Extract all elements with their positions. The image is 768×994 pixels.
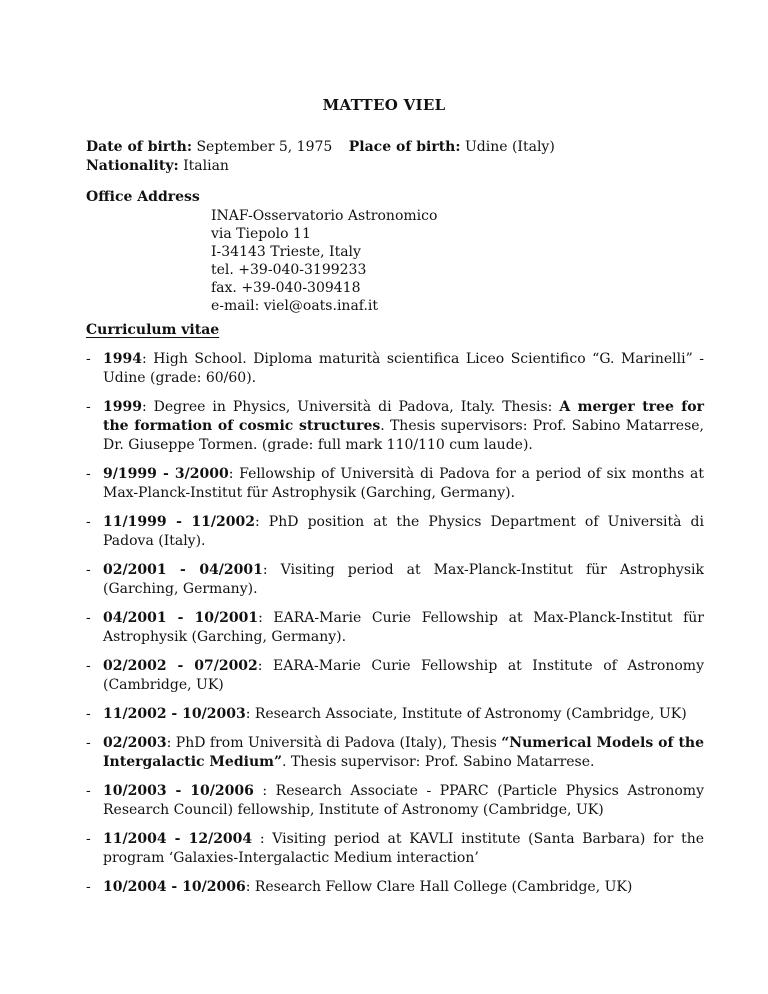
list-dash: - (86, 658, 91, 674)
cv-entry-text: Research Associate - PPARC (Particle Physics Astronomy Research Council) fellowship, Institute of Astronomy (Cambridge, UK) (103, 783, 704, 818)
office-line-fax: fax. +39-040-309418 (211, 280, 361, 296)
office-line-institute: INAF-Osservatorio Astronomico (211, 208, 438, 224)
cv-entry-sep: : (252, 831, 265, 847)
cv-entry-text: Research Fellow Clare Hall College (Cambridge, UK) (250, 879, 633, 895)
cv-entry-text-continued: . Thesis supervisor: Prof. Sabino Matarrese. (282, 754, 595, 770)
office-line-street: via Tiepolo 11 (211, 226, 311, 242)
nationality-label: Nationality: (86, 158, 179, 174)
cv-entry-text: Visiting period at Max-Planck-Institut für Astrophysik (Garching, Germany). (103, 562, 704, 597)
cv-entry (86, 734, 704, 772)
cv-entry-text: Research Associate, Institute of Astronomy (Cambridge, UK) (250, 706, 687, 722)
cv-entry-date: 11/1999 - 11/2002 (103, 514, 255, 530)
cv-entry (86, 465, 704, 503)
cv-entry-text: PhD from Università di Padova (Italy), Thesis (171, 735, 502, 751)
personal-row-birth (86, 138, 555, 157)
cv-entry-date: 02/2002 - 07/2002 (103, 658, 258, 674)
cv-entry (86, 878, 704, 897)
list-dash: - (86, 351, 91, 367)
cv-entry (86, 657, 704, 695)
cv-entry-sep: : (253, 783, 268, 799)
cv-entry (86, 705, 704, 724)
cv-entry-date: 9/1999 - 3/2000 (103, 466, 229, 482)
cv-entry-text: EARA-Marie Curie Fellowship at Max-Planck-Institut für Astrophysik (Garching, Germany). (103, 610, 704, 645)
cv-entry-date: 1999 (103, 399, 142, 415)
cv-entries (86, 350, 704, 907)
cv-entry-thesis-title: A merger tree for the formation of cosmic structures (103, 399, 705, 434)
cv-heading: Curriculum vitae (86, 322, 220, 338)
nationality-value: Italian (183, 158, 229, 174)
cv-entry (86, 398, 704, 455)
cv-entry (86, 782, 704, 820)
cv-entry (86, 350, 704, 388)
cv-entry-sep: : (141, 399, 147, 415)
cv-entry (86, 561, 704, 599)
office-line-tel: tel. +39-040-3199233 (211, 262, 367, 278)
cv-entry-date: 10/2004 - 10/2006 (103, 879, 246, 895)
list-dash: - (86, 706, 91, 722)
cv-entry-text: Degree in Physics, Università di Padova, Italy. Thesis: (146, 399, 560, 415)
list-dash: - (86, 610, 91, 626)
cv-entry-date: 1994 (103, 351, 142, 367)
office-address-label: Office Address (86, 189, 200, 205)
office-address (211, 207, 437, 315)
office-line-city: I-34143 Trieste, Italy (211, 244, 361, 260)
cv-entry (86, 609, 704, 647)
list-dash: - (86, 735, 91, 751)
cv-entry-sep: : (258, 610, 263, 626)
cv-entry-sep: : (245, 879, 251, 895)
cv-entry-sep: : (245, 706, 251, 722)
dob-label: Date of birth: (86, 139, 192, 155)
cv-entry-sep: : (257, 658, 263, 674)
cv-entry-text: Fellowship of Università di Padova for a period of six months at Max-Planck-Institut für Astrophysik (Garching, Germany). (103, 466, 704, 501)
list-dash: - (86, 831, 91, 847)
cv-entry (86, 830, 704, 868)
cv-entry-date: 02/2003 (103, 735, 167, 751)
pob-label: Place of birth: (348, 139, 461, 155)
cv-entry-sep: : (228, 466, 234, 482)
cv-entry-sep: : (141, 351, 147, 367)
cv-entry-date: 04/2001 - 10/2001 (103, 610, 259, 626)
cv-entry-sep: : (166, 735, 172, 751)
personal-row-nationality (86, 157, 555, 176)
cv-entry (86, 513, 704, 551)
cv-entry-date: 10/2003 - 10/2006 (103, 783, 254, 799)
cv-entry-date: 11/2002 - 10/2003 (103, 706, 246, 722)
personal-info (86, 138, 555, 176)
cv-entry-date: 11/2004 - 12/2004 (103, 831, 253, 847)
list-dash: - (86, 879, 91, 895)
list-dash: - (86, 399, 91, 415)
dob-value: September 5, 1975 (196, 139, 333, 155)
cv-entry-sep: : (262, 562, 268, 578)
cv-entry-text: PhD position at the Physics Department of Università di Padova (Italy). (103, 514, 704, 549)
cv-entry-text-continued: . Thesis supervisors: Prof. Sabino Matarrese, Dr. Giuseppe Tormen. (grade: full mark 110/110 cum laude). (103, 418, 704, 453)
list-dash: - (86, 466, 91, 482)
cv-entry-thesis-title: “Numerical Models of the Intergalactic Medium” (103, 735, 704, 770)
cv-entry-text: EARA-Marie Curie Fellowship at Institute of Astronomy (Cambridge, UK) (103, 658, 704, 693)
list-dash: - (86, 562, 91, 578)
cv-entry-text: High School. Diploma maturità scientifica Liceo Scientifico “G. Marinelli” - Udine (grade: 60/60). (103, 351, 704, 386)
list-dash: - (86, 514, 91, 530)
cv-entry-date: 02/2001 - 04/2001 (103, 562, 263, 578)
person-name: MATTEO VIEL (322, 96, 446, 114)
cv-entry-sep: : (254, 514, 260, 530)
cv-entry-text: Visiting period at KAVLI institute (Santa Barbara) for the program ‘Galaxies-Intergalactic Medium interaction’ (103, 831, 705, 866)
list-dash: - (86, 783, 91, 799)
office-line-email[interactable]: e-mail: viel@oats.inaf.it (211, 298, 379, 314)
pob-value: Udine (Italy) (464, 139, 555, 155)
